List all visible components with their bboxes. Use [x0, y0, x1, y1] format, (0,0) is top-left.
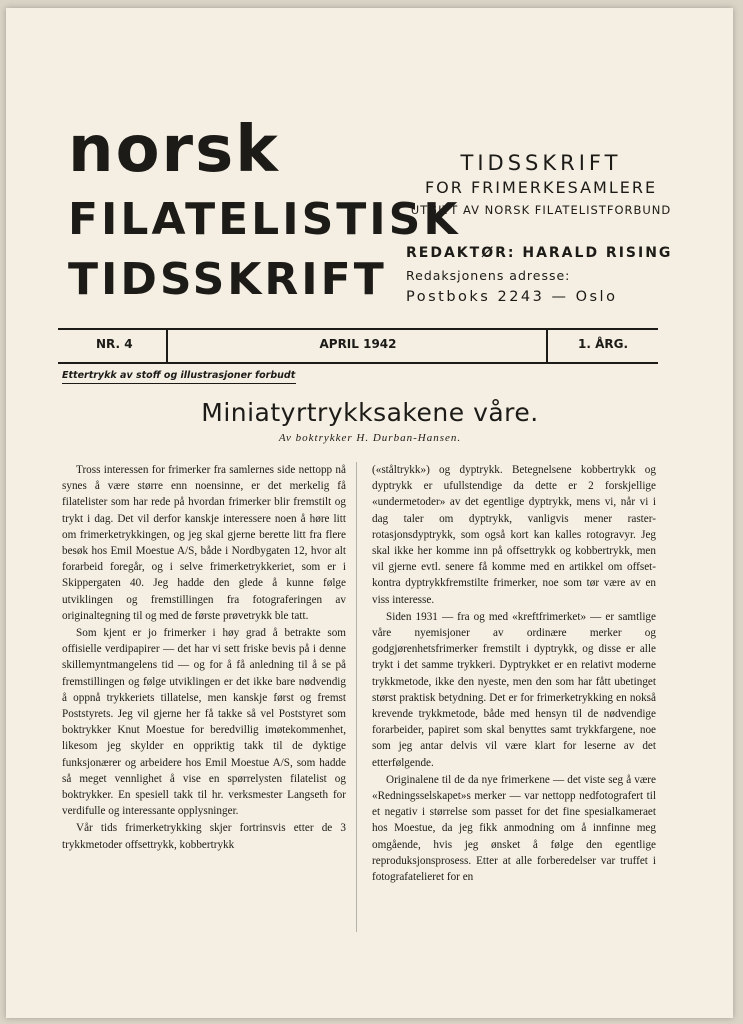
- paragraph: Tross interessen for frimerker fra samlernes side nettopp nå synes å være større enn noensinne, er det merkelig få filatelister som har rede på hvordan frimerker blir fremstilt og trykt i dag. Det vil derfor kanskje interessere noen å høre litt om frimerketrykkingen, og jeg skal gjerne berette litt fra flere besøk hos Emil Moestue A/S, både i Nordbygaten 12, hvor alt forarbeid foregår, og i selve frimerketrykkeriet, som er i Skippergaten 40. Jeg hadde den glede å kunne følge utviklingen og fremstillingen fra fotograferingen av originaltegning til og med de første prøvetrykk ble tatt.: [62, 464, 346, 622]
- header-info: [406, 150, 676, 308]
- article-column-right: [372, 462, 656, 886]
- paragraph: («ståltrykk») og dyptrykk. Betegnelsene kobbertrykk og dyptrykk er ufullstendige da dette er 2 forskjellige «undermetoder» av det egentlige dyptrykk, mens vi, når vi i dag taler om dyptrykk, vanligvis mener raster-rotasjonsdyptrykk, som også kort kan kalles rotogravyr. Jeg skal ikke her komme inn på offsettrykk og kobbertrykk, men vil gjerne evtl. senere få komme med en artikkel om offset- kontra dyptrykkfremstilte frimerker, noe som tør være av en viss interesse.: [372, 464, 656, 606]
- article-title: Miniatyrtrykksakene våre.: [201, 398, 539, 427]
- tagline-publisher: UTGITT AV NORSK FILATELISTFORBUND: [410, 203, 672, 217]
- paragraph: Vår tids frimerketrykking skjer fortrinsvis etter de 3 trykkmetoder offsettrykk, kobbertrykk: [62, 822, 346, 851]
- editor-line: REDAKTØR: HARALD RISING: [406, 245, 673, 261]
- masthead-line-tidsskrift: TIDSSKRIFT: [68, 254, 387, 305]
- paragraph: Som kjent er jo frimerker i høy grad å betrakte som offisielle verdipapirer — det har vi sett friske bevis på i denne skillemyntmangelens tid — og for å få anledning til å se på fremstillingen og følge utviklingen er det ikke bare nødvendig å oppnå trykkeriets tillatelse, men kanskje først og fremst Poststyrets. Jeg vil gjerne her få takke så vel Poststyret som boktrykker Knut Moestue for beredvillig imøtekommenhet, likesom jeg skylder en oppriktig takk til de dyktige funksjonærer og arbeidere hos Emil Moestue A/S, som hadde så meget vennlighet å vise en spørrelysten filatelist og boktrykker. En spesiell takk til hr. verksmester Langseth for verdifulle og interessante opplysninger.: [62, 627, 346, 818]
- issue-number: NR. 4: [58, 330, 168, 362]
- issue-bar: [58, 328, 658, 364]
- masthead-line-filatelistisk: FILATELISTISK: [68, 194, 461, 245]
- tagline-audience: FOR FRIMERKESAMLERE: [424, 178, 658, 197]
- address-label: Redaksjonens adresse:: [406, 268, 571, 283]
- column-divider: [356, 462, 357, 932]
- masthead: [68, 113, 461, 310]
- address: Postboks 2243 — Oslo: [406, 289, 618, 305]
- article-column-left: [62, 462, 346, 854]
- article-byline: Av boktrykker H. Durban-Hansen.: [278, 432, 462, 444]
- paragraph: Originalene til de da nye frimerkene — det viste seg å være «Redningsselskapet»s merker — var nettopp nedfotografert til et negativ i størrelse som passet for det fine spesialkameraet hos Moestue, da jeg fikk anmodning om å innfinne meg omgående, hvis jeg ønsket å følge den egentlige reproduksjonsprosess. Etter at alle forberedelser var truffet i fotografatelieret for en: [372, 773, 656, 884]
- issue-date: APRIL 1942: [170, 330, 548, 362]
- copyright-notice: Ettertrykk av stoff og illustrasjoner forbudt: [62, 370, 296, 384]
- paragraph: Siden 1931 — fra og med «kreftfrimerket» — er samtlige våre nyemisjoner av ordinære merker og godgjørenhetsfrimerker fremstilt i dyptrykk, og disse er alle trykt i det samme trykkeri. Dyptrykket er en relativt moderne trykkmetode, ikke den nyeste, men den som har fått ubetinget størst praktisk betydning. Det er for frimerketrykking en nokså krevende trykkmetode, både med hensyn til de nødvendige forarbeider, papiret som skal benyttes samt trykkfargene, noe som jeg antar delvis vil være klart for leserne av det etterfølgende.: [372, 610, 656, 769]
- issue-volume: 1. ÅRG.: [577, 337, 629, 351]
- tagline-journal: TIDSSKRIFT: [460, 151, 622, 175]
- masthead-line-norsk: norsk: [68, 113, 280, 187]
